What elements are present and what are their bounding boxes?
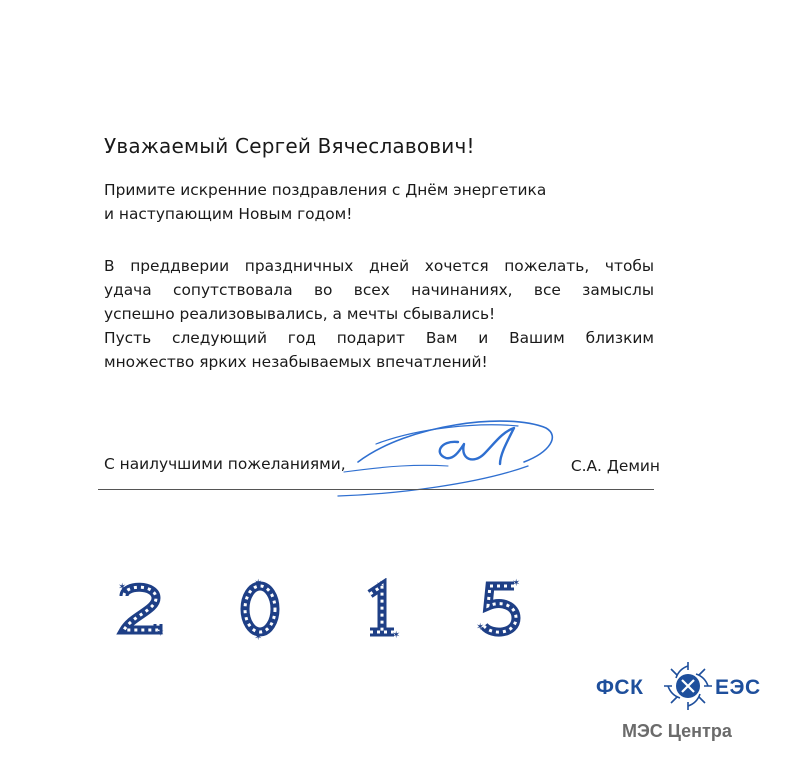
greeting: Уважаемый Сергей Вячеславович!: [104, 134, 475, 158]
year-digit-2: [112, 578, 168, 640]
text-line: В преддверии праздничных дней хочется пожелать, чтобы: [104, 257, 654, 275]
signer-name: С.А. Демин: [570, 457, 660, 475]
svg-text:✶: ✶: [512, 578, 521, 589]
paragraph-congratulations: [104, 178, 654, 226]
signature-line: [98, 489, 654, 490]
paragraph-wishes: [104, 254, 654, 374]
svg-text:✶: ✶: [254, 632, 263, 640]
svg-text:✶: ✶: [156, 628, 165, 639]
svg-text:✶: ✶: [376, 580, 385, 591]
svg-text:✶: ✶: [118, 582, 127, 593]
text-line: удача сопутствовала во всех начинаниях, все замыслы: [104, 281, 654, 299]
year-digit-5: [472, 578, 528, 640]
year-digit-1: [352, 578, 408, 640]
year-digit-0: [232, 578, 288, 640]
text-line: и наступающим Новым годом!: [104, 205, 353, 223]
svg-text:✶: ✶: [476, 622, 485, 633]
handwritten-signature: [328, 414, 568, 504]
company-logo: [592, 656, 762, 756]
year-2015-decorative: [112, 578, 592, 640]
svg-text:✶: ✶: [254, 578, 263, 589]
logo-subtitle: МЭС Центра: [622, 721, 732, 741]
closing-phrase: С наилучшими пожеланиями,: [104, 455, 346, 473]
text-line: успешно реализовывались, а мечты сбывались!: [104, 305, 496, 323]
svg-text:✶: ✶: [392, 630, 401, 640]
energy-sun-icon: [662, 660, 714, 712]
text-line: Примите искренние поздравления с Днём энергетика: [104, 181, 547, 199]
logo-text-right: ЕЭС: [715, 676, 761, 699]
text-line: множество ярких незабываемых впечатлений!: [104, 353, 488, 371]
logo-text-left: ФСК: [596, 676, 644, 699]
text-line: Пусть следующий год подарит Вам и Вашим близким: [104, 329, 654, 347]
